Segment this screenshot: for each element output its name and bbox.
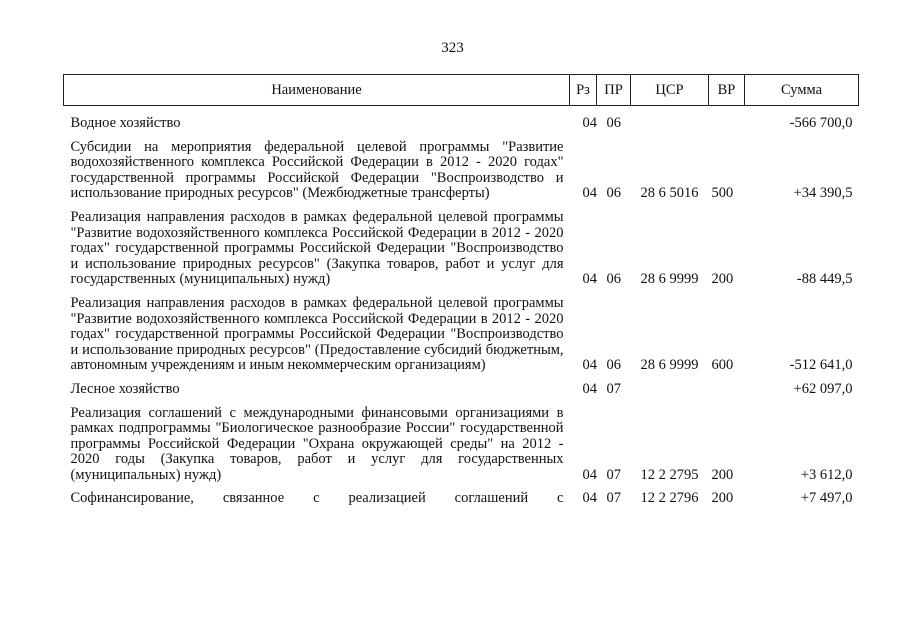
row-name: Софинансирование, связанное с реализацией соглашений с xyxy=(70,490,564,507)
row-sum: +62 097,0 xyxy=(793,380,853,397)
row-rz: 04 xyxy=(582,185,597,202)
row-name: Реализация направления расходов в рамках федеральной целевой программы "Развитие водохозяйственного комплекса Российской Федерации в 2012 - 2020 годах" государственной программы Российской Федерации "Воспроизводство и использование природных ресурсов" (Предоставление субсидий бюджетным, автономным учреждениям и иным некоммерческим организациям) xyxy=(70,294,564,374)
row-sum: +7 497,0 xyxy=(800,490,853,507)
row-sum: +34 390,5 xyxy=(793,185,853,202)
table-header-row xyxy=(64,75,859,106)
row-name: Водное хозяйство xyxy=(70,115,181,131)
row-rz: 04 xyxy=(582,380,597,397)
row-name: Лесное хозяйство xyxy=(70,380,180,397)
header-sum: Сумма xyxy=(745,75,859,106)
row-rz: 04 xyxy=(582,357,597,374)
row-vr xyxy=(709,106,745,132)
row-name: Реализация соглашений с международными финансовыми организациями в рамках подпрограммы "Биологическое разнообразие России" государственной программы Российской Федерации "Охрана окружающей среды" на 2012 - 2020 годы (Закупка товаров, работ и услуг для государственных (муниципальных) нужд) xyxy=(70,404,564,483)
header-vr: ВР xyxy=(709,75,745,106)
row-sum: -566 700,0 xyxy=(789,115,853,131)
row-pr: 06 xyxy=(606,115,621,131)
row-vr: 500 xyxy=(711,185,734,202)
table-row xyxy=(64,374,859,398)
row-pr: 07 xyxy=(606,466,621,483)
row-pr: 07 xyxy=(606,380,621,397)
row-name: Субсидии на мероприятия федеральной целевой программы "Развитие водохозяйственного комплекса Российской Федерации в 2012 - 2020 годах" государственной программы Российской Федерации "Воспроизводство и использование природных ресурсов" (Межбюджетные трансферты) xyxy=(70,138,564,202)
table-row xyxy=(64,106,859,132)
row-name: Реализация направления расходов в рамках федеральной целевой программы "Развитие водохозяйственного комплекса Российской Федерации в 2012 - 2020 годах" государственной программы Российской Федерации "Воспроизводство и использование природных ресурсов" (Закупка товаров, работ и услуг для государственных (муниципальных) нужд) xyxy=(70,208,564,288)
row-vr: 200 xyxy=(711,490,734,507)
table-row xyxy=(64,483,859,507)
row-csr: 28 6 5016 xyxy=(640,185,699,202)
row-sum: +3 612,0 xyxy=(800,466,853,483)
table-row xyxy=(64,288,859,374)
row-rz: 04 xyxy=(582,271,597,288)
row-csr: 12 2 2795 xyxy=(640,466,699,483)
row-csr xyxy=(631,106,709,132)
row-csr xyxy=(631,374,709,398)
row-csr: 28 6 9999 xyxy=(640,357,699,374)
table-row xyxy=(64,132,859,202)
table-row xyxy=(64,202,859,288)
row-sum: -88 449,5 xyxy=(796,271,853,288)
row-pr: 07 xyxy=(606,490,621,507)
header-rz: Рз xyxy=(570,75,597,106)
row-vr xyxy=(709,374,745,398)
row-csr: 28 6 9999 xyxy=(640,271,699,288)
page-number: 323 xyxy=(441,40,464,56)
table-row xyxy=(64,398,859,484)
row-vr: 600 xyxy=(711,357,734,374)
row-pr: 06 xyxy=(606,357,621,374)
budget-table xyxy=(63,74,859,507)
header-csr: ЦСР xyxy=(631,75,709,106)
row-csr: 12 2 2796 xyxy=(640,490,699,507)
row-pr: 06 xyxy=(606,185,621,202)
row-pr: 06 xyxy=(606,271,621,288)
row-sum: -512 641,0 xyxy=(789,357,853,374)
header-pr: ПР xyxy=(597,75,631,106)
row-rz: 04 xyxy=(582,466,597,483)
row-rz: 04 xyxy=(582,490,597,507)
row-rz: 04 xyxy=(582,115,597,131)
row-vr: 200 xyxy=(711,466,734,483)
header-name: Наименование xyxy=(64,75,570,106)
row-vr: 200 xyxy=(711,271,734,288)
